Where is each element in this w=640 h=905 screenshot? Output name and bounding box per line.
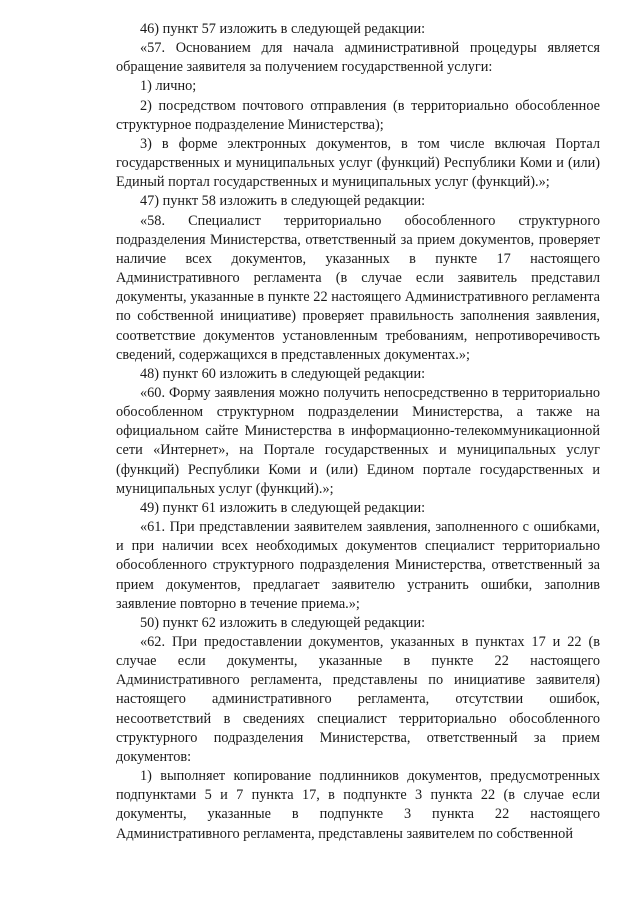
paragraph: 1) выполняет копирование подлинников документов, предусмотренных подпунктами 5 и 7 пункта 17, в подпункте 3 пункта 22 (в случае если документы, указанные в подпункте 3 пункта 22 настоящего Административного регламента, представлены заявителем по собственной — [116, 768, 600, 842]
paragraph: 1) лично; — [140, 78, 197, 95]
paragraph: 47) пункт 58 изложить в следующей редакции: — [140, 193, 426, 210]
paragraph: «61. При представлении заявителем заявления, заполненного с ошибками, и при наличии всех необходимых документов специалист территориально обособленного структурного подразделения Министерства, ответственный за прием документов, предлагает заявителю устранить ошибки, заполнив заявление повторно в течение приема.»; — [116, 519, 600, 612]
paragraph: «57. Основанием для начала административной процедуры является обращение заявителя за получением государственной услуги: — [116, 40, 600, 76]
paragraph: 48) пункт 60 изложить в следующей редакции: — [140, 365, 426, 382]
paragraph: «60. Форму заявления можно получить непосредственно в территориально обособленном структурном подразделении Министерства, а также на официальном сайте Министерства в информационно-телекоммуникационной сети «Интернет», на Портале государственных и муниципальных услуг (функций) Республики Коми и (или) Едином портале государственных и муниципальных услуг (функций).»; — [116, 384, 600, 497]
paragraph: 50) пункт 62 изложить в следующей редакции: — [140, 614, 426, 631]
paragraph: «58. Специалист территориально обособленного структурного подразделения Министерства, ответственный за прием документов, проверяет наличие всех документов, указанных в пункте 17 настоящего Административного регламента (в случае если заявитель представил документы, указанные в пункте 22 настоящего Административного регламента по собственной инициативе) проверяет правильность заполнения заявления, соответствие документов установленным требованиям, непротиворечивость сведений, содержащихся в представленных документах.»; — [116, 212, 600, 363]
paragraph: 2) посредством почтового отправления (в территориально обособленное структурное подразделение Министерства); — [116, 97, 600, 133]
paragraph: 3) в форме электронных документов, в том числе включая Портал государственных и муниципальных услуг (функций) Республики Коми и (или) Единый портал государственных и муниципальных услуг (функций).»; — [116, 135, 600, 191]
paragraph: «62. При предоставлении документов, указанных в пунктах 17 и 22 (в случае если документы, указанные в пункте 22 настоящего Административного регламента, представлены по инициативе заявителя) настоящего административного регламента, отсутствии ошибок, несоответствий в сведениях специалист территориально обособленного структурного подразделения Министерства, ответственный за прием документов: — [116, 634, 600, 765]
paragraph: 46) пункт 57 изложить в следующей редакции: — [140, 21, 426, 37]
document-page — [116, 20, 600, 844]
paragraph: 49) пункт 61 изложить в следующей редакции: — [140, 499, 426, 516]
